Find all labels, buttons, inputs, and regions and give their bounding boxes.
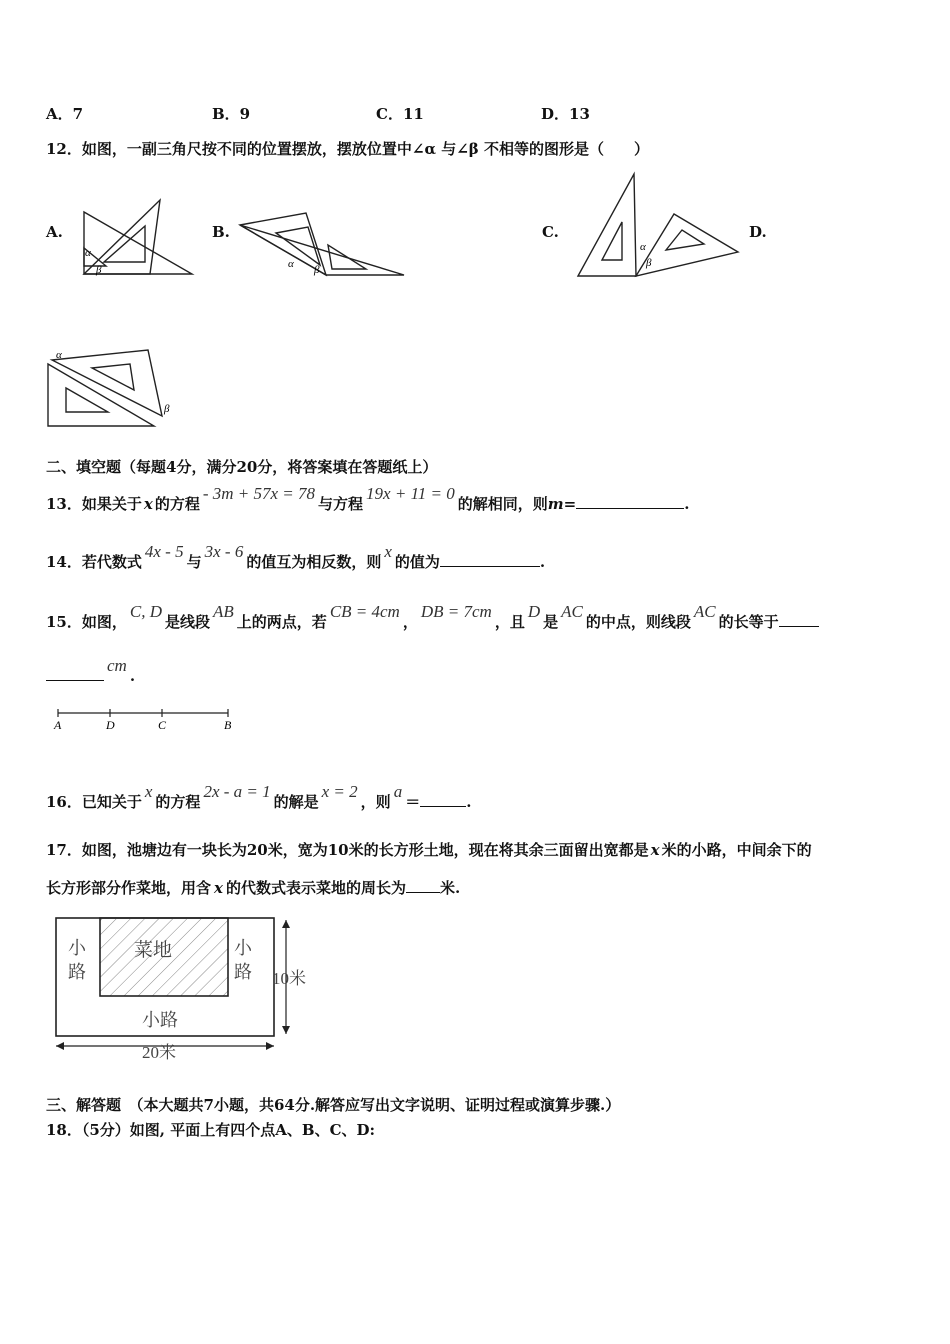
q13-answer-blank[interactable] [576,494,684,509]
q16-line [46,782,472,812]
q13-line [46,484,690,514]
q17-text-2c: 米. [439,879,461,897]
q15-ac: AC [561,602,583,621]
q16-var: x [144,782,153,801]
figure-b-alpha: α [288,258,294,270]
q14-text-1: 14．若代数式 [46,553,142,571]
section-3-heading: 三、解答题 （本大题共7小题，共64分.解答应写出文字说明、证明过程或演算步骤.） [46,1096,621,1114]
q12-stem: 12．如图，一副三角尺按不同的位置摆放，摆放位置中∠α 与∠β 不相等的图形是（ ） [46,140,649,158]
q16-text-1: 16．已知关于 [46,793,142,811]
q17-text-2a: 长方形部分作菜地，用含 [46,879,212,897]
figure-b-beta: β [314,264,320,276]
q16-a: a [393,782,403,801]
q15-comma: ， [402,613,418,631]
q14-text-2: 与 [186,553,202,571]
q17-road-bottom: 小路 [142,1010,178,1030]
q15-text-3: 上的两点，若 [236,613,327,631]
q14-text-3: 的值互为相反数，则 [246,553,382,571]
q15-d: D [527,602,541,621]
figure-b-triangles [236,205,411,283]
q12-label-b: B. [212,223,230,241]
q16-text-4: ，则 [360,793,391,811]
q17-road-right-1: 小 [234,938,252,958]
q16-answer-blank[interactable] [420,792,466,807]
q15-text-7: 的长等于 [718,613,779,631]
q15-end: . [129,667,136,685]
q16-text-5: ＝ [405,793,421,811]
q13-m: m= [547,495,577,513]
q17-field-figure [50,914,330,1064]
figure-c-triangles [574,170,744,280]
q17-road-right-2: 路 [234,962,252,982]
q17-road-left-1: 小 [68,938,86,958]
q17-line-1 [46,839,812,860]
q18-stem: 18．（5分）如图, 平面上有四个点A、B、C、D: [46,1121,376,1139]
q17-road-left-2: 路 [68,962,86,982]
q15-cb: CB = 4cm [329,602,400,621]
point-a-label: A [54,718,62,732]
q16-sol: x = 2 [321,782,358,801]
q13-text-3: 与方程 [318,495,364,513]
q17-answer-blank[interactable] [406,878,440,893]
q13-text-4: 的解相同，则 [457,495,548,513]
q17-var-1: x [650,841,660,859]
figure-a-triangles [76,196,196,278]
q14-answer-blank[interactable] [440,552,540,567]
q17-height-label: 10米 [272,969,306,988]
q14-expr-2: 3x - 6 [204,542,244,561]
q15-line [46,602,819,632]
q15-db: DB = 7cm [420,602,492,621]
q12-label-a: A. [46,223,63,241]
q17-text-1: 17．如图，池塘边有一块长为20米，宽为10米的长方形土地，现在将其余三面留出宽都是 [46,841,649,859]
q11-option-b: B．9 [212,105,251,123]
q15-unit: cm [107,656,127,675]
figure-d-beta: β [164,403,170,415]
q16-text-2: 的方程 [155,793,201,811]
point-b-label: B [224,718,232,732]
q17-var-2: x [214,879,223,897]
q17-text-2b: 的代数式表示菜地的周长为 [225,879,406,897]
q15-text-2: 是线段 [165,613,211,631]
q17-caidi-label: 菜地 [134,940,173,961]
q12-label-c: C. [542,223,559,241]
q15-ac-2: AC [693,602,716,621]
q12-label-d: D. [749,223,767,241]
q13-end: . [684,495,690,513]
point-c-label: C [158,718,167,732]
q13-text-2: 的方程 [154,495,200,513]
figure-a-alpha: α [85,247,91,259]
q15-text-1: 15．如图， [46,613,127,631]
q15-cd: C, D [129,602,162,621]
q14-line [46,542,546,572]
q15-text-6: 的中点，则线段 [585,613,691,631]
q14-var: x [384,542,392,561]
q11-option-c: C．11 [376,105,424,123]
q16-eq: 2x - a = 1 [203,782,271,801]
figure-d-alpha: α [56,349,62,361]
q17-width-label: 20米 [142,1043,176,1062]
figure-d-triangles [44,346,184,428]
q17-text-1b: 米的小路，中间余下的 [661,841,812,859]
point-d-label: D [106,718,115,732]
q13-var: x [143,495,153,513]
q13-eq2: 19x + 11 = 0 [366,484,455,503]
q16-end: . [466,793,472,811]
q15-text-4: ，且 [494,613,525,631]
q14-end: . [539,553,546,571]
q15-line-2 [46,656,136,686]
q13-text-1: 13．如果关于 [46,495,142,513]
figure-c-beta: β [646,257,652,269]
q11-option-d: D．13 [541,105,590,123]
q15-ab: AB [213,602,234,621]
section-2-heading: 二、填空题（每题4分，满分20分，将答案填在答题纸上） [46,458,438,476]
q17-line-2 [46,877,460,898]
q14-text-4: 的值为 [394,553,440,571]
q15-answer-blank-2[interactable] [46,666,104,681]
q15-segment-figure [50,705,240,735]
figure-c-alpha: α [640,241,646,253]
q15-text-5: 是 [543,613,559,631]
q16-text-3: 的解是 [273,793,319,811]
q15-answer-blank-1[interactable] [779,612,819,627]
figure-a-beta: β [96,264,102,276]
q14-expr-1: 4x - 5 [144,542,184,561]
q11-option-a: A．7 [46,105,84,123]
q13-eq1: - 3m + 57x = 78 [202,484,316,503]
